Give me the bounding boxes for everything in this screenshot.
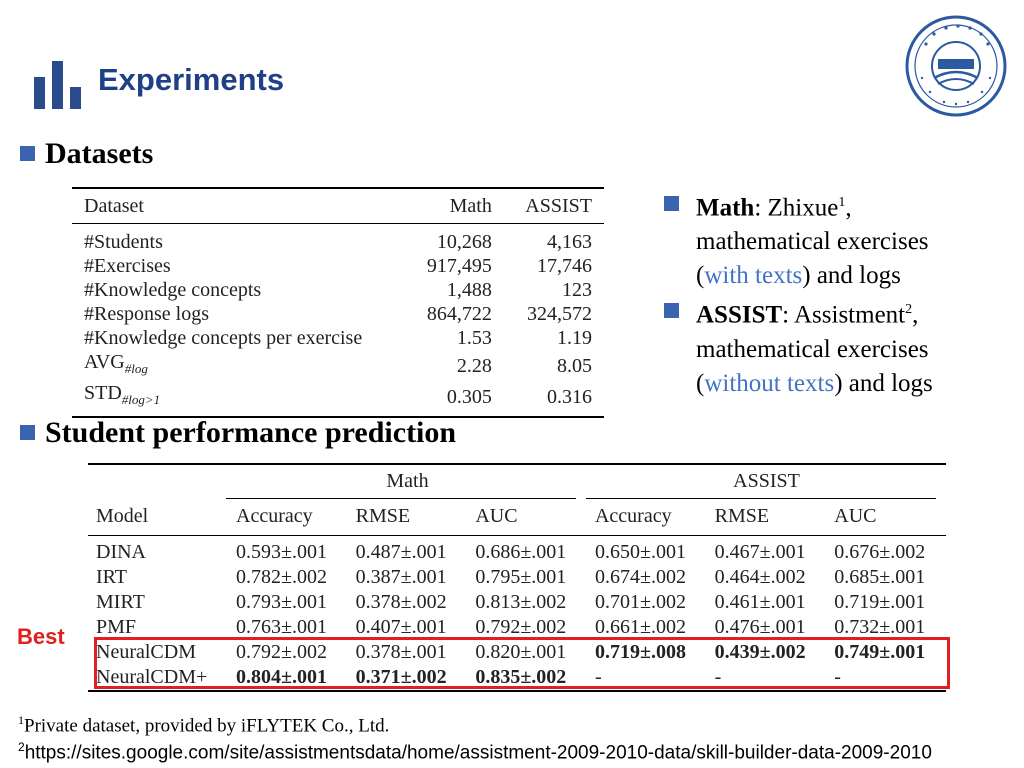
list-item: Math: Zhixue$^1$, mathematical exercises (with texts) and logs: [664, 186, 1004, 293]
model-name: MIRT: [96, 591, 145, 613]
table-cell: -: [834, 666, 841, 688]
datasets-heading: Datasets: [20, 137, 153, 171]
table-row: [72, 254, 604, 278]
table-cell: 0.813±.002: [475, 591, 567, 613]
table-cell: 0.439±.002: [714, 641, 806, 663]
table-row: [72, 278, 604, 302]
university-seal-icon: [904, 14, 1008, 118]
table-row: [72, 326, 604, 350]
table-cell: -: [594, 666, 602, 688]
table-row: [72, 350, 604, 381]
row-label: #Response logs: [84, 303, 209, 325]
table-cell: 0.701±.002: [594, 591, 686, 613]
table-cell: 0.782±.002: [236, 566, 327, 588]
table-cell: 1,488: [446, 279, 492, 301]
row-label: #Students: [84, 231, 163, 253]
table-row: [88, 536, 946, 566]
table-cell: -: [714, 666, 722, 688]
row-label: #Exercises: [84, 255, 171, 277]
column-header: Accuracy: [587, 497, 707, 536]
column-header: Accuracy: [228, 497, 348, 536]
table-cell: 0.305: [446, 385, 492, 408]
table-cell: 0.487±.001: [355, 541, 447, 563]
table-cell: 0.804±.001: [236, 666, 327, 688]
column-header: Model: [88, 497, 228, 536]
table-cell: 0.316: [547, 385, 592, 408]
table-cell: 0.719±.001: [834, 591, 926, 613]
table-cell: 0.650±.001: [594, 541, 686, 563]
table-cell: 864,722: [426, 303, 492, 325]
table-row: [72, 381, 604, 417]
table-cell: 10,268: [436, 231, 492, 253]
list-item: ASSIST: Assistment$^2$, mathematical exercises (without texts) and logs: [664, 293, 1004, 400]
table-cell: 0.820±.001: [475, 641, 567, 663]
bar-chart-icon: [34, 61, 84, 109]
group-header-row: [88, 464, 946, 497]
group-underline: [586, 498, 936, 499]
table-cell: 0.661±.002: [594, 616, 686, 638]
table-header-row: [88, 497, 946, 536]
group-header-assist: ASSIST: [733, 469, 800, 492]
table-header-row: [72, 188, 604, 224]
table-cell: 0.593±.001: [236, 541, 327, 563]
column-header: Dataset: [72, 188, 406, 224]
table-cell: 0.686±.001: [475, 541, 567, 563]
table-cell: 1.53: [456, 327, 492, 349]
column-header: Math: [406, 188, 504, 224]
table-cell: 0.793±.001: [236, 591, 327, 613]
column-header: ASSIST: [504, 188, 604, 224]
table-cell: 123: [562, 279, 592, 301]
table-cell: 0.749±.001: [834, 641, 926, 663]
table-cell: 0.732±.001: [834, 616, 926, 638]
column-header: AUC: [467, 497, 587, 536]
table-cell: 0.674±.002: [594, 566, 686, 588]
model-name: NeuralCDM: [96, 641, 196, 663]
model-name: DINA: [96, 541, 146, 563]
table-cell: 0.792±.002: [236, 641, 327, 663]
table-cell: 0.685±.001: [834, 566, 926, 588]
table-cell: 324,572: [527, 303, 592, 325]
column-header: RMSE: [707, 497, 827, 536]
table-cell: 0.792±.002: [475, 616, 567, 638]
table-cell: 0.464±.002: [714, 566, 806, 588]
best-label: Best: [17, 624, 65, 649]
table-cell: 917,495: [426, 255, 492, 277]
model-name: PMF: [96, 616, 137, 638]
table-cell: 0.676±.002: [834, 541, 926, 563]
table-cell: 0.387±.001: [355, 566, 447, 588]
table-row: [88, 565, 946, 590]
best-results-highlight: [94, 637, 950, 689]
bullet-square-icon: [20, 425, 35, 440]
row-label: $AVG_{\#log}$: [84, 351, 148, 376]
table-row: [88, 590, 946, 615]
bullet-square-icon: [664, 196, 679, 211]
row-label: #Knowledge concepts: [84, 279, 262, 301]
table-cell: 0.763±.001: [236, 616, 327, 638]
table-cell: 0.378±.002: [355, 591, 447, 613]
table-cell: 0.835±.002: [475, 666, 567, 688]
table-cell: 0.378±.001: [355, 641, 447, 663]
row-label: #Knowledge concepts per exercise: [84, 327, 363, 349]
group-header-math: Math: [386, 469, 429, 492]
page-title: Experiments: [98, 62, 285, 97]
model-name: IRT: [96, 566, 128, 588]
bullet-square-icon: [664, 303, 679, 318]
bullet-square-icon: [20, 146, 35, 161]
table-cell: 17,746: [537, 255, 592, 277]
table-cell: 2.28: [456, 354, 492, 377]
table-cell: 8.05: [557, 354, 592, 377]
table-cell: 1.19: [557, 327, 592, 349]
table-cell: 0.461±.001: [714, 591, 806, 613]
table-cell: 0.467±.001: [714, 541, 806, 563]
table-cell: 4,163: [547, 231, 592, 253]
footnote-2: $^2$https://sites.google.com/site/assistmentsdata/home/assistment-2009-2010-data/skill-builder-data-2009-2010: [18, 740, 932, 764]
table-cell: 0.719±.008: [594, 641, 686, 663]
table-row: [72, 224, 604, 255]
table-cell: 0.407±.001: [355, 616, 447, 638]
dataset-statistics-table: [72, 187, 604, 418]
table-cell: 0.795±.001: [475, 566, 567, 588]
table-cell: 0.371±.002: [355, 666, 447, 688]
dataset-notes: [664, 186, 1004, 401]
group-underline: [226, 498, 576, 499]
table-cell: 0.476±.001: [714, 616, 806, 638]
model-name: NeuralCDM+: [96, 666, 208, 688]
table-row: [72, 302, 604, 326]
footnote-1: $^1$Private dataset, provided by iFLYTEK Co., Ltd.: [18, 713, 390, 737]
prediction-heading: Student performance prediction: [20, 416, 456, 450]
column-header: AUC: [826, 497, 946, 536]
row-label: $STD_{\#log>1}$: [84, 382, 161, 407]
column-header: RMSE: [348, 497, 468, 536]
